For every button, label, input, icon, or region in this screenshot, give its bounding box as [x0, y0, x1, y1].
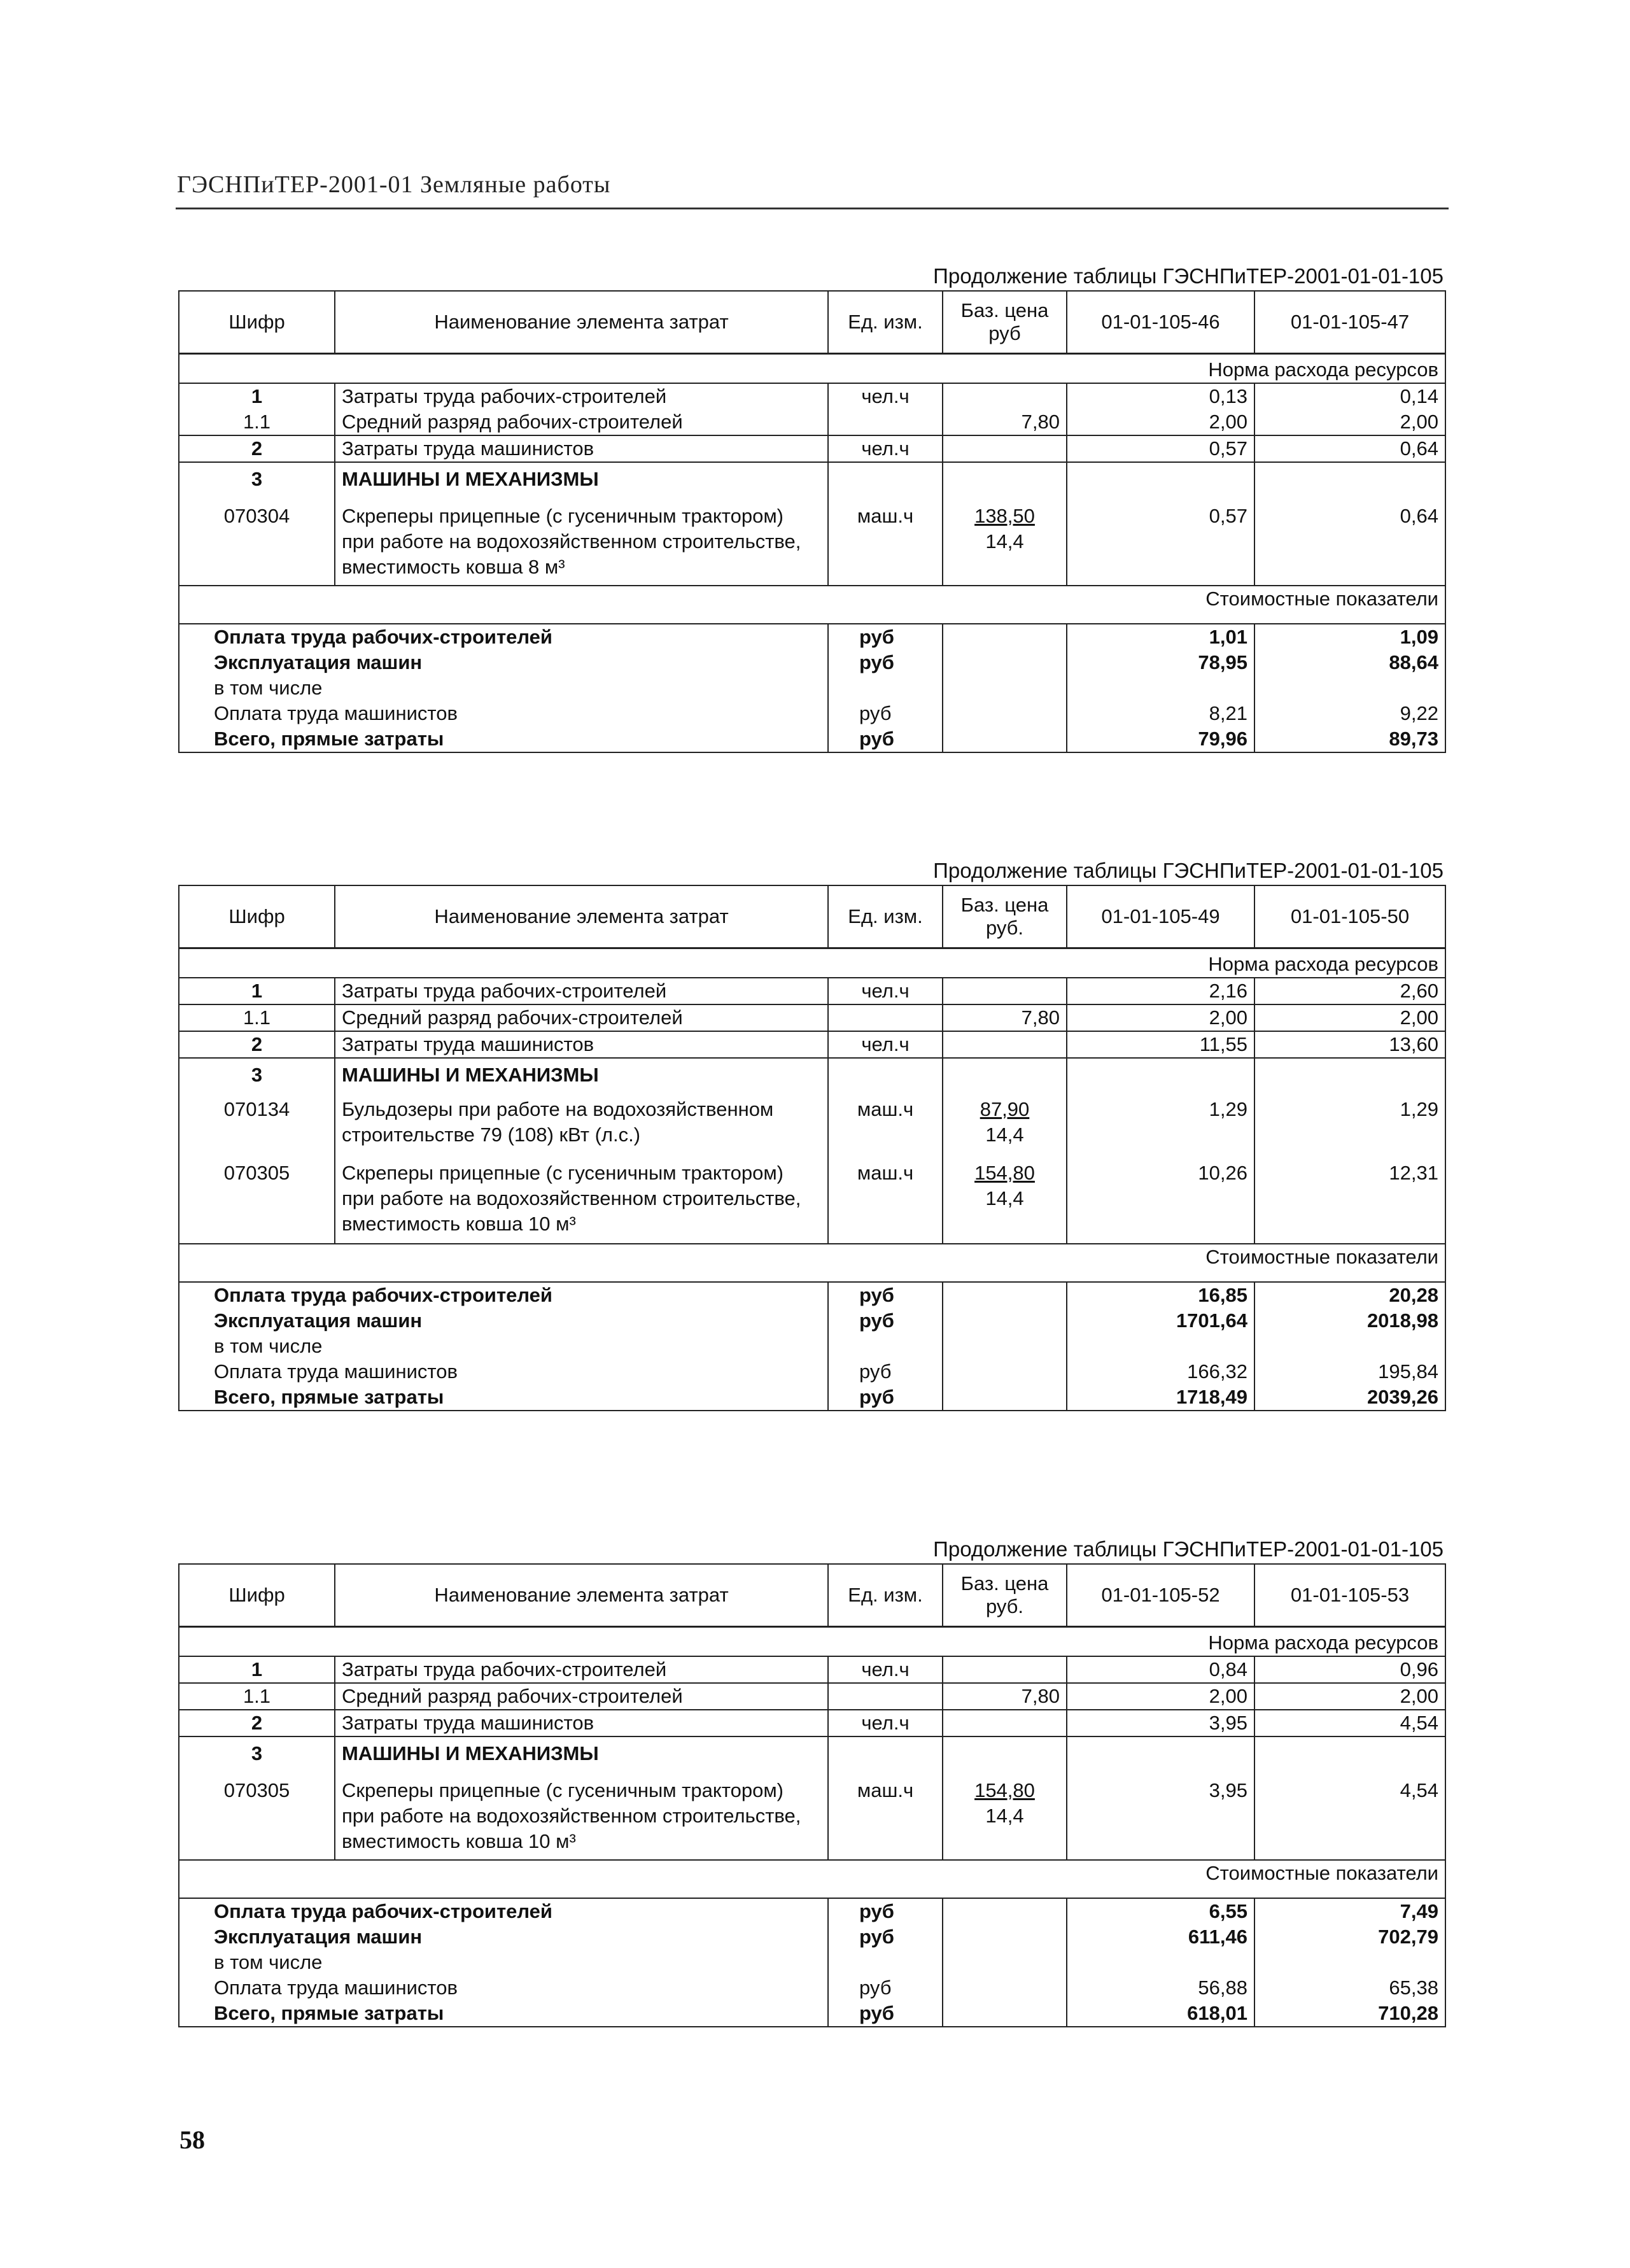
- row-value-2: 2,00: [1254, 409, 1445, 435]
- cost-value-1: 166,32: [1067, 1359, 1254, 1384]
- cost-value-2: 2039,26: [1254, 1384, 1445, 1411]
- row-value-2: 0,64: [1254, 435, 1445, 462]
- cost-value-2: 702,79: [1254, 1924, 1445, 1950]
- row-unit: маш.ч: [828, 1766, 943, 1860]
- row-code: 1.1: [179, 1004, 335, 1031]
- col-header-unit: Ед. изм.: [828, 291, 943, 354]
- table-row: [179, 1148, 1445, 1244]
- col-header-unit: Ед. изм.: [828, 885, 943, 948]
- cost-name: Оплата труда рабочих-строителей: [179, 1898, 828, 1924]
- row-value-1: 0,57: [1067, 492, 1254, 586]
- cost-value-2: 20,28: [1254, 1282, 1445, 1308]
- row-name: Затраты труда рабочих-строителей: [335, 1656, 828, 1683]
- col-header-name: Наименование элемента затрат: [335, 291, 828, 354]
- table-row: [179, 1088, 1445, 1148]
- cost-row: [179, 1308, 1445, 1334]
- row-price: 7,80: [943, 1683, 1067, 1710]
- table-row: [179, 1656, 1445, 1683]
- cost-label: Стоимостные показатели: [179, 586, 1445, 624]
- cost-row: [179, 1282, 1445, 1308]
- cost-value-2: 710,28: [1254, 2001, 1445, 2027]
- row-name: Затраты труда рабочих-строителей: [335, 383, 828, 409]
- cost-price: [943, 1282, 1067, 1308]
- cost-unit: руб: [828, 624, 943, 650]
- row-value-1: 0,84: [1067, 1656, 1254, 1683]
- row-code: 3: [179, 1736, 335, 1766]
- cost-value-2: 2018,98: [1254, 1308, 1445, 1334]
- cost-value-1: 56,88: [1067, 1975, 1254, 2001]
- row-value-1: 11,55: [1067, 1031, 1254, 1058]
- machine-price: 138,50: [974, 505, 1035, 527]
- cost-unit: руб: [828, 2001, 943, 2027]
- row-code: 070305: [179, 1148, 335, 1244]
- cost-value-1: 1718,49: [1067, 1384, 1254, 1411]
- cost-value-2: [1254, 675, 1445, 701]
- cost-value-2: 7,49: [1254, 1898, 1445, 1924]
- row-code: 3: [179, 462, 335, 492]
- cost-unit: руб: [828, 650, 943, 675]
- col-header-name: Наименование элемента затрат: [335, 885, 828, 948]
- cost-row: [179, 1898, 1445, 1924]
- cost-name: Оплата труда машинистов: [179, 701, 828, 726]
- cost-value-2: [1254, 1334, 1445, 1359]
- machine-price: 87,90: [980, 1098, 1030, 1120]
- table-row: [179, 462, 1445, 492]
- col-header-norm-2: 01-01-105-50: [1254, 885, 1445, 948]
- row-name: Бульдозеры при работе на водохозяйственном строительстве 79 (108) кВт (л.с.): [335, 1088, 828, 1148]
- cost-price: [943, 650, 1067, 675]
- row-code: 3: [179, 1058, 335, 1088]
- row-value-1: [1067, 1736, 1254, 1766]
- cost-label-row: [179, 586, 1445, 624]
- cost-unit: руб: [828, 1282, 943, 1308]
- row-value-2: 1,29: [1254, 1088, 1445, 1148]
- table-caption: Продолжение таблицы ГЭСНПиТЕР-2001-01-01-105: [933, 1537, 1444, 1561]
- cost-value-1: 6,55: [1067, 1898, 1254, 1924]
- table-row: [179, 1766, 1445, 1860]
- cost-price: [943, 1924, 1067, 1950]
- cost-value-1: 78,95: [1067, 650, 1254, 675]
- row-unit: [828, 409, 943, 435]
- row-unit: чел.ч: [828, 435, 943, 462]
- row-unit: чел.ч: [828, 383, 943, 409]
- cost-row: [179, 1975, 1445, 2001]
- machine-price: 154,80: [974, 1779, 1035, 1801]
- row-name: Средний разряд рабочих-строителей: [335, 1004, 828, 1031]
- table-row: [179, 1683, 1445, 1710]
- row-value-2: 0,96: [1254, 1656, 1445, 1683]
- norm-label: Норма расхода ресурсов: [179, 948, 1445, 978]
- cost-unit: руб: [828, 701, 943, 726]
- cost-value-1: 79,96: [1067, 726, 1254, 752]
- row-code: 1.1: [179, 1683, 335, 1710]
- cost-unit: [828, 675, 943, 701]
- cost-value-1: [1067, 1950, 1254, 1975]
- cost-name: Всего, прямые затраты: [179, 726, 828, 752]
- cost-value-1: 1,01: [1067, 624, 1254, 650]
- table-caption: Продолжение таблицы ГЭСНПиТЕР-2001-01-01-105: [933, 859, 1444, 882]
- row-value-1: 10,26: [1067, 1148, 1254, 1244]
- cost-label: Стоимостные показатели: [179, 1244, 1445, 1282]
- cost-price: [943, 1975, 1067, 2001]
- cost-name: Эксплуатация машин: [179, 1924, 828, 1950]
- cost-name: Оплата труда рабочих-строителей: [179, 624, 828, 650]
- col-header-price: Баз. цена руб.: [943, 1564, 1067, 1627]
- cost-row: [179, 650, 1445, 675]
- row-value-2: 4,54: [1254, 1710, 1445, 1736]
- row-price: [943, 978, 1067, 1004]
- cost-price: [943, 1359, 1067, 1384]
- cost-name: Оплата труда машинистов: [179, 1975, 828, 2001]
- cost-price: [943, 1384, 1067, 1411]
- row-value-1: 2,00: [1067, 1683, 1254, 1710]
- cost-row: [179, 726, 1445, 752]
- row-name: Средний разряд рабочих-строителей: [335, 409, 828, 435]
- row-code: 1: [179, 1656, 335, 1683]
- cost-unit: [828, 1950, 943, 1975]
- resource-table-1: [178, 262, 1445, 753]
- row-price: [943, 1710, 1067, 1736]
- row-value-2: 4,54: [1254, 1766, 1445, 1860]
- col-header-code: Шифр: [179, 1564, 335, 1627]
- cost-name: в том числе: [179, 1334, 828, 1359]
- row-code: 070305: [179, 1766, 335, 1860]
- cost-value-1: [1067, 1334, 1254, 1359]
- cost-unit: руб: [828, 1359, 943, 1384]
- cost-unit: руб: [828, 1308, 943, 1334]
- col-header-norm-2: 01-01-105-47: [1254, 291, 1445, 354]
- row-value-2: 2,60: [1254, 978, 1445, 1004]
- cost-value-1: 618,01: [1067, 2001, 1254, 2027]
- norm-label: Норма расхода ресурсов: [179, 1627, 1445, 1657]
- running-header: ГЭСНПиТЕР-2001-01 Земляные работы: [177, 171, 611, 198]
- cost-value-2: 88,64: [1254, 650, 1445, 675]
- cost-unit: руб: [828, 726, 943, 752]
- row-code: 1.1: [179, 409, 335, 435]
- row-price: [943, 1031, 1067, 1058]
- row-price: [943, 1058, 1067, 1088]
- cost-row: [179, 701, 1445, 726]
- row-name: Затраты труда машинистов: [335, 1710, 828, 1736]
- row-unit: [828, 1058, 943, 1088]
- cost-row: [179, 675, 1445, 701]
- row-price: [943, 435, 1067, 462]
- cost-price: [943, 1898, 1067, 1924]
- cost-value-2: 65,38: [1254, 1975, 1445, 2001]
- row-value-1: 2,00: [1067, 409, 1254, 435]
- col-header-norm-1: 01-01-105-46: [1067, 291, 1254, 354]
- cost-value-2: 9,22: [1254, 701, 1445, 726]
- row-value-1: 0,13: [1067, 383, 1254, 409]
- cost-row: [179, 1359, 1445, 1384]
- row-code: 2: [179, 1710, 335, 1736]
- page-number: 58: [179, 2125, 205, 2154]
- resource-table-3: [178, 1535, 1445, 2027]
- cost-price: [943, 726, 1067, 752]
- cost-value-1: 1701,64: [1067, 1308, 1254, 1334]
- header-rule: [176, 208, 1449, 209]
- row-value-2: [1254, 462, 1445, 492]
- resource-table-2: [178, 857, 1445, 1411]
- row-price: [943, 1656, 1067, 1683]
- cost-row: [179, 624, 1445, 650]
- row-value-2: 2,00: [1254, 1004, 1445, 1031]
- cost-value-2: [1254, 1950, 1445, 1975]
- row-name: МАШИНЫ И МЕХАНИЗМЫ: [335, 1058, 828, 1088]
- row-value-1: 3,95: [1067, 1710, 1254, 1736]
- cost-price: [943, 1334, 1067, 1359]
- cost-name: Всего, прямые затраты: [179, 2001, 828, 2027]
- row-name: Затраты труда машинистов: [335, 1031, 828, 1058]
- row-unit: маш.ч: [828, 1088, 943, 1148]
- cost-name: Эксплуатация машин: [179, 650, 828, 675]
- row-value-1: 3,95: [1067, 1766, 1254, 1860]
- cost-name: в том числе: [179, 675, 828, 701]
- row-code: 2: [179, 1031, 335, 1058]
- row-price: 7,80: [943, 1004, 1067, 1031]
- cost-value-2: 89,73: [1254, 726, 1445, 752]
- row-value-2: [1254, 1058, 1445, 1088]
- cost-row: [179, 1384, 1445, 1411]
- row-unit: маш.ч: [828, 1148, 943, 1244]
- row-value-1: [1067, 1058, 1254, 1088]
- row-price: [943, 1148, 1067, 1244]
- row-value-2: 12,31: [1254, 1148, 1445, 1244]
- row-unit: маш.ч: [828, 492, 943, 586]
- row-price: [943, 1766, 1067, 1860]
- cost-value-1: [1067, 675, 1254, 701]
- row-unit: чел.ч: [828, 1656, 943, 1683]
- machine-operator-rate: 14,4: [985, 1123, 1024, 1146]
- row-value-2: 0,14: [1254, 383, 1445, 409]
- row-name: Затраты труда рабочих-строителей: [335, 978, 828, 1004]
- row-name: Скреперы прицепные (с гусеничным трактором) при работе на водохозяйственном строительстве, вместимость ковша 10 м³: [335, 1148, 828, 1244]
- row-code: 070134: [179, 1088, 335, 1148]
- col-header-code: Шифр: [179, 291, 335, 354]
- row-price: [943, 492, 1067, 586]
- machine-operator-rate: 14,4: [985, 1805, 1024, 1827]
- row-unit: [828, 1736, 943, 1766]
- cost-name: Всего, прямые затраты: [179, 1384, 828, 1411]
- cost-unit: руб: [828, 1898, 943, 1924]
- cost-label-row: [179, 1244, 1445, 1282]
- cost-price: [943, 2001, 1067, 2027]
- cost-name: в том числе: [179, 1950, 828, 1975]
- row-value-1: 0,57: [1067, 435, 1254, 462]
- cost-unit: [828, 1334, 943, 1359]
- cost-price: [943, 1950, 1067, 1975]
- row-name: Скреперы прицепные (с гусеничным трактором) при работе на водохозяйственном строительстве, вместимость ковша 8 м³: [335, 492, 828, 586]
- cost-value-2: 195,84: [1254, 1359, 1445, 1384]
- row-price: [943, 383, 1067, 409]
- norm-label-row: [179, 948, 1445, 978]
- table-header-row: [179, 885, 1445, 948]
- row-unit: чел.ч: [828, 1031, 943, 1058]
- row-unit: чел.ч: [828, 1710, 943, 1736]
- cost-name: Оплата труда машинистов: [179, 1359, 828, 1384]
- row-price: [943, 1736, 1067, 1766]
- col-header-norm-1: 01-01-105-49: [1067, 885, 1254, 948]
- table-header-row: [179, 291, 1445, 354]
- cost-value-1: 16,85: [1067, 1282, 1254, 1308]
- cost-row: [179, 1334, 1445, 1359]
- col-header-norm-1: 01-01-105-52: [1067, 1564, 1254, 1627]
- col-header-norm-2: 01-01-105-53: [1254, 1564, 1445, 1627]
- row-value-2: 13,60: [1254, 1031, 1445, 1058]
- cost-unit: руб: [828, 1975, 943, 2001]
- cost-label-row: [179, 1860, 1445, 1898]
- table-row: [179, 978, 1445, 1004]
- row-code: 1: [179, 978, 335, 1004]
- row-price: [943, 1088, 1067, 1148]
- row-name: Скреперы прицепные (с гусеничным трактором) при работе на водохозяйственном строительстве, вместимость ковша 10 м³: [335, 1766, 828, 1860]
- table-row: [179, 1710, 1445, 1736]
- row-unit: [828, 462, 943, 492]
- table-row: [179, 1058, 1445, 1088]
- row-value-2: 2,00: [1254, 1683, 1445, 1710]
- cost-unit: руб: [828, 1924, 943, 1950]
- row-unit: [828, 1004, 943, 1031]
- col-header-price: Баз. цена руб: [943, 291, 1067, 354]
- row-code: 1: [179, 383, 335, 409]
- table-row: [179, 1031, 1445, 1058]
- cost-price: [943, 1308, 1067, 1334]
- cost-price: [943, 701, 1067, 726]
- row-code: 070304: [179, 492, 335, 586]
- norm-label: Норма расхода ресурсов: [179, 354, 1445, 384]
- norm-label-row: [179, 1627, 1445, 1657]
- row-name: Средний разряд рабочих-строителей: [335, 1683, 828, 1710]
- col-header-code: Шифр: [179, 885, 335, 948]
- cost-label: Стоимостные показатели: [179, 1860, 1445, 1898]
- row-name: МАШИНЫ И МЕХАНИЗМЫ: [335, 1736, 828, 1766]
- norm-label-row: [179, 354, 1445, 384]
- row-value-2: [1254, 1736, 1445, 1766]
- row-price: 7,80: [943, 409, 1067, 435]
- row-code: 2: [179, 435, 335, 462]
- cost-value-1: 611,46: [1067, 1924, 1254, 1950]
- table-header-row: [179, 1564, 1445, 1627]
- row-name: МАШИНЫ И МЕХАНИЗМЫ: [335, 462, 828, 492]
- col-header-price: Баз. цена руб.: [943, 885, 1067, 948]
- cost-row: [179, 1950, 1445, 1975]
- row-name: Затраты труда машинистов: [335, 435, 828, 462]
- col-header-name: Наименование элемента затрат: [335, 1564, 828, 1627]
- cost-name: Оплата труда рабочих-строителей: [179, 1282, 828, 1308]
- table-row: [179, 1736, 1445, 1766]
- row-value-1: 2,16: [1067, 978, 1254, 1004]
- cost-row: [179, 1924, 1445, 1950]
- row-unit: [828, 1683, 943, 1710]
- machine-operator-rate: 14,4: [985, 1187, 1024, 1209]
- table-row: [179, 435, 1445, 462]
- cost-price: [943, 675, 1067, 701]
- machine-price: 154,80: [974, 1162, 1035, 1184]
- table-row: [179, 409, 1445, 435]
- cost-value-1: 8,21: [1067, 701, 1254, 726]
- col-header-unit: Ед. изм.: [828, 1564, 943, 1627]
- cost-name: Эксплуатация машин: [179, 1308, 828, 1334]
- table-caption: Продолжение таблицы ГЭСНПиТЕР-2001-01-01-105: [933, 264, 1444, 288]
- machine-operator-rate: 14,4: [985, 530, 1024, 553]
- cost-value-2: 1,09: [1254, 624, 1445, 650]
- cost-row: [179, 2001, 1445, 2027]
- row-unit: чел.ч: [828, 978, 943, 1004]
- row-value-1: [1067, 462, 1254, 492]
- cost-unit: руб: [828, 1384, 943, 1411]
- row-price: [943, 462, 1067, 492]
- row-value-1: 2,00: [1067, 1004, 1254, 1031]
- table-row: [179, 492, 1445, 586]
- table-row: [179, 383, 1445, 409]
- cost-price: [943, 624, 1067, 650]
- table-row: [179, 1004, 1445, 1031]
- row-value-2: 0,64: [1254, 492, 1445, 586]
- row-value-1: 1,29: [1067, 1088, 1254, 1148]
